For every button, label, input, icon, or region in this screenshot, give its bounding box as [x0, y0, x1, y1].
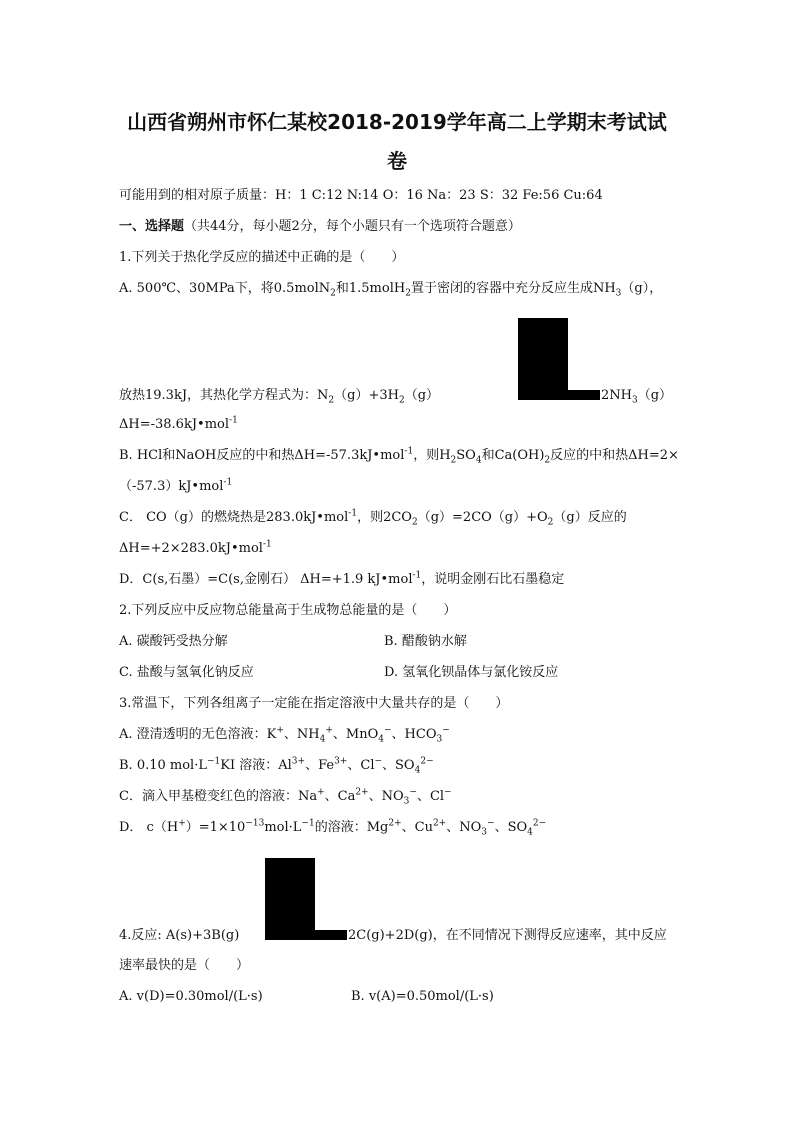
question-3-option-c: C．滴入甲基橙变红色的溶液：Na+、$Ca^{2+}$、$NO_3^-$、Cl− [119, 787, 452, 807]
redacted-equation-arrow-tail [566, 390, 600, 400]
question-4-option-a: A. v(D)=0.30mol/(L·s) [119, 989, 263, 1004]
question-1-option-d: D．C(s,石墨）=C(s,金刚石） ΔH=+1.9 kJ•mol$^{-1}$，说明金刚石比石墨稳定 [119, 570, 565, 587]
atomic-mass-line: 可能用到的相对原子质量：H：1 C:12 N:14 O：16 Na：23 S：32 Fe:56 Cu:64 [119, 188, 603, 203]
question-1-option-a-line1: A. 500℃、30MPa下，将0.5molN$_2$和1.5molH$_2$置于密闭的容器中充分反应生成$NH_3(g)$， [119, 281, 663, 299]
redacted-equation-arrow-block [518, 318, 568, 400]
section-heading [119, 219, 521, 235]
question-1-option-a-line2: 放热19.3kJ，其热化学方程式为：$N_2(g)+3H_2(g)$ [119, 388, 440, 406]
question-4-stem-line2: 速率最快的是（ ） [119, 958, 250, 973]
question-4-stem-rest: 2C(g)+2D(g)，在不同情况下测得反应速率，其中反应 [348, 928, 667, 943]
question-2-option-c: C. 盐酸与氢氧化钠反应 [119, 665, 254, 680]
question-1-option-c-line1: C． CO（g）的燃烧热是283.0kJ•mol$^{-1}$，则$2CO_2(g)=2CO(g)+O_2(g)$反应的 [119, 508, 627, 528]
question-1-option-a-product: $2NH_3(g)$ [601, 388, 673, 406]
question-1-option-a-line3: ΔH=-38.6kJ•mol$^{-1}$ [119, 415, 238, 432]
question-1-option-b-line2: （-57.3）kJ•mol$^{-1}$ [119, 477, 233, 494]
question-1-option-c-line2: ΔH=+2×283.0kJ•mol$^{-1}$ [119, 539, 272, 556]
question-3-option-d: D． $c(H^+)=1\times 10^{-13}mol\cdot L^{-1}$的溶液：$Mg^{2+}$、$Cu^{2+}$、$NO_3^-$、$SO_4^{2-}$ [119, 818, 547, 838]
question-1-option-b-line1: B. HCl和NaOH反应的中和热ΔH=-57.3kJ•mol$^{-1}$，则$H_2SO_4$和$Ca(OH)_2$反应的中和热ΔH=2× [119, 446, 679, 466]
redacted-equation-arrow-block-2 [265, 858, 315, 940]
question-4-stem-start: 4.反应: A(s)+3B(g) [119, 928, 240, 943]
question-2-stem: 2.下列反应中反应物总能量高于生成物总能量的是（ ） [119, 603, 457, 618]
page-title-continued: 卷 [387, 149, 407, 173]
question-3-stem: 3.常温下，下列各组离子一定能在指定溶液中大量共存的是（ ） [119, 696, 509, 711]
question-3-option-a: A. 澄清透明的无色溶液：K+、$NH_4^+$、MnO$_4$−、$HCO_3^-$ [119, 725, 450, 745]
section-title: 一、选择题 [119, 219, 185, 234]
question-2-option-a: A. 碳酸钙受热分解 [119, 634, 228, 649]
question-2-option-b: B. 醋酸钠水解 [384, 634, 467, 649]
question-4-option-b: B. v(A)=0.50mol/(L·s) [351, 989, 494, 1004]
question-2-option-d: D. 氢氧化钡晶体与氯化铵反应 [384, 665, 559, 680]
section-description: （共44分，每小题2分，每个小题只有一个选项符合题意） [184, 219, 521, 234]
page-title: 山西省朔州市怀仁某校2018-2019学年高二上学期末考试试 [127, 110, 667, 134]
question-3-option-b: B. 0.10 $mol\cdot L^{-1}KI$ 溶液：$Al^{3+}$、$Fe^{3+}$、Cl−、$SO_4^{2-}$ [119, 756, 434, 776]
redacted-equation-arrow-tail-2 [313, 930, 347, 940]
question-1-stem: 1.下列关于热化学反应的描述中正确的是（ ） [119, 250, 405, 265]
